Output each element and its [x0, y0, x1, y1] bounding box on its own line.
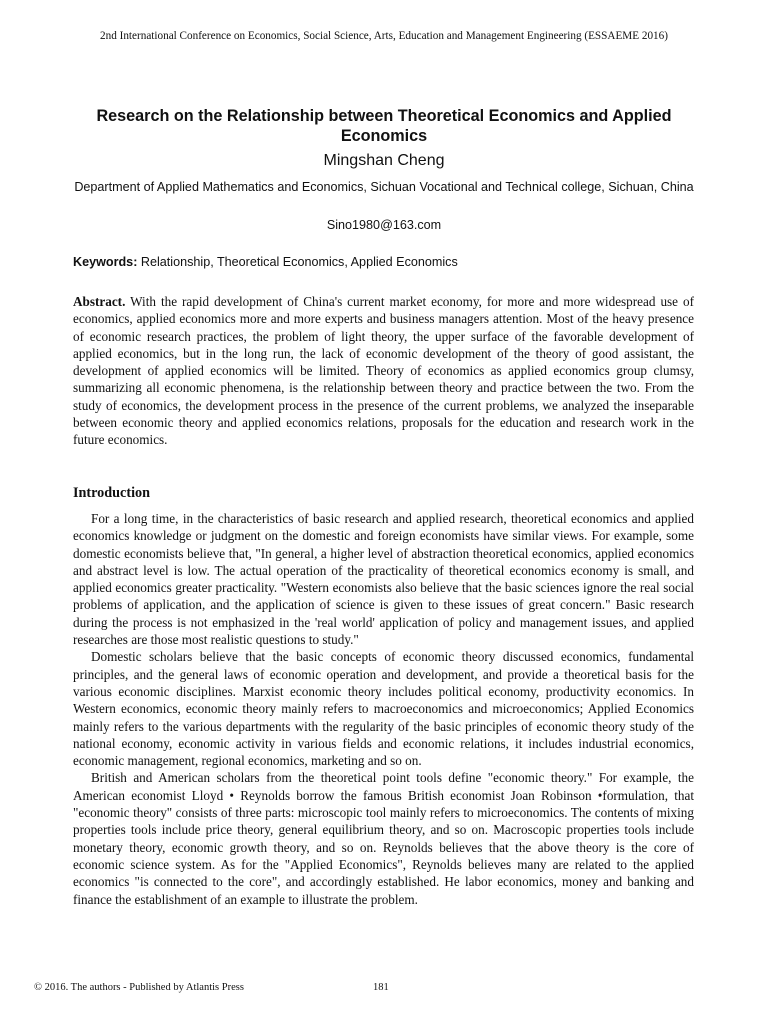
- abstract-block: [73, 293, 694, 449]
- keywords-label: Keywords:: [73, 255, 138, 269]
- footer-page-number: 181: [373, 982, 389, 993]
- abstract-text: With the rapid development of China's current market economy, for more and more widespread use of economics, applied economics more and more experts and business managers attention. Most of the heavy presence of economic research practices, the problem of light theory, the upper surface of the favorable development of applied economics, but in the long run, the lack of economic development of the theory of good assistant, the development of applied economics will be limited. Theory of economics as applied economics group clumsy, summarizing all economic phenomena, is the relationship between theory and practice between the two. From the study of economics, the development process in the presence of the current problems, we analyzed the inseparable between economic theory and applied economics relations, proposals for the education and research work in the future economics.: [73, 294, 694, 448]
- paper-title: Research on the Relationship between Theoretical Economics and Applied Economics: [96, 107, 672, 145]
- introduction-body: [73, 510, 694, 908]
- paragraph: For a long time, in the characteristics of basic research and applied research, theoretical economics and applied economics knowledge or judgment on the domestic and foreign economists have similar views. For example, some domestic economists believe that, "In general, a higher level of abstraction theoretical economics, applied economics and abstract level is low. The actual operation of the practicality of theoretical economics economy is small, and applied economics greater practicality. "Western economists also believe that the basic sciences ignore the real social problems of application, and the application of science is given to these issues of great concern." Basic research during the process is not emphasized in the 'real world' application of policy and management issues, and applied researches are those most realistic questions to study.": [73, 511, 694, 648]
- section-heading-introduction: Introduction: [73, 485, 150, 501]
- footer-copyright: © 2016. The authors - Published by Atlantis Press: [34, 982, 244, 993]
- author-email: Sino1980@163.com: [326, 218, 442, 232]
- conference-header: 2nd International Conference on Economics, Social Science, Arts, Education and Management Engineering (ESSAEME 2016): [100, 30, 668, 42]
- paragraph: Domestic scholars believe that the basic concepts of economic theory discussed economics, fundamental principles, and the general laws of economic operation and development, and provide a theoretical basis for the various economic disciplines. Marxist economic theory includes political economy, productivity economics. In Western economics, economic theory mainly refers to macroeconomics and microeconomics; Applied Economics mainly refers to the various departments with the regularity of the basic principles of economic theory study of the national economy, economic activity in various fields and economic relations, it includes industrial economics, economic management, regional economics, marketing and so on.: [73, 649, 694, 769]
- keywords-line: [73, 255, 703, 269]
- author-affiliation: Department of Applied Mathematics and Economics, Sichuan Vocational and Technical college, Sichuan, China: [74, 180, 694, 194]
- keywords-text: Relationship, Theoretical Economics, Applied Economics: [140, 255, 458, 269]
- author-name: Mingshan Cheng: [323, 152, 445, 169]
- abstract-label: Abstract.: [73, 294, 126, 309]
- paragraph: British and American scholars from the theoretical point tools define "economic theory." For example, the American economist Lloyd • Reynolds borrow the famous British economist Joan Robinson •formulation, that "economic theory" consists of three parts: microscopic tool mainly refers to microeconomics. The contents of mixing properties tools include price theory, general equilibrium theory, and so on. Macroscopic properties tools include monetary theory, economic growth theory, and so on. Reynolds believes that the above theory is the core of economic science system. As for the "Applied Economics", Reynolds believes many are related to the applied economics "is connected to the core", and accordingly established. He labor economics, money and banking and finance the establishment of an example to illustrate the problem.: [73, 770, 694, 907]
